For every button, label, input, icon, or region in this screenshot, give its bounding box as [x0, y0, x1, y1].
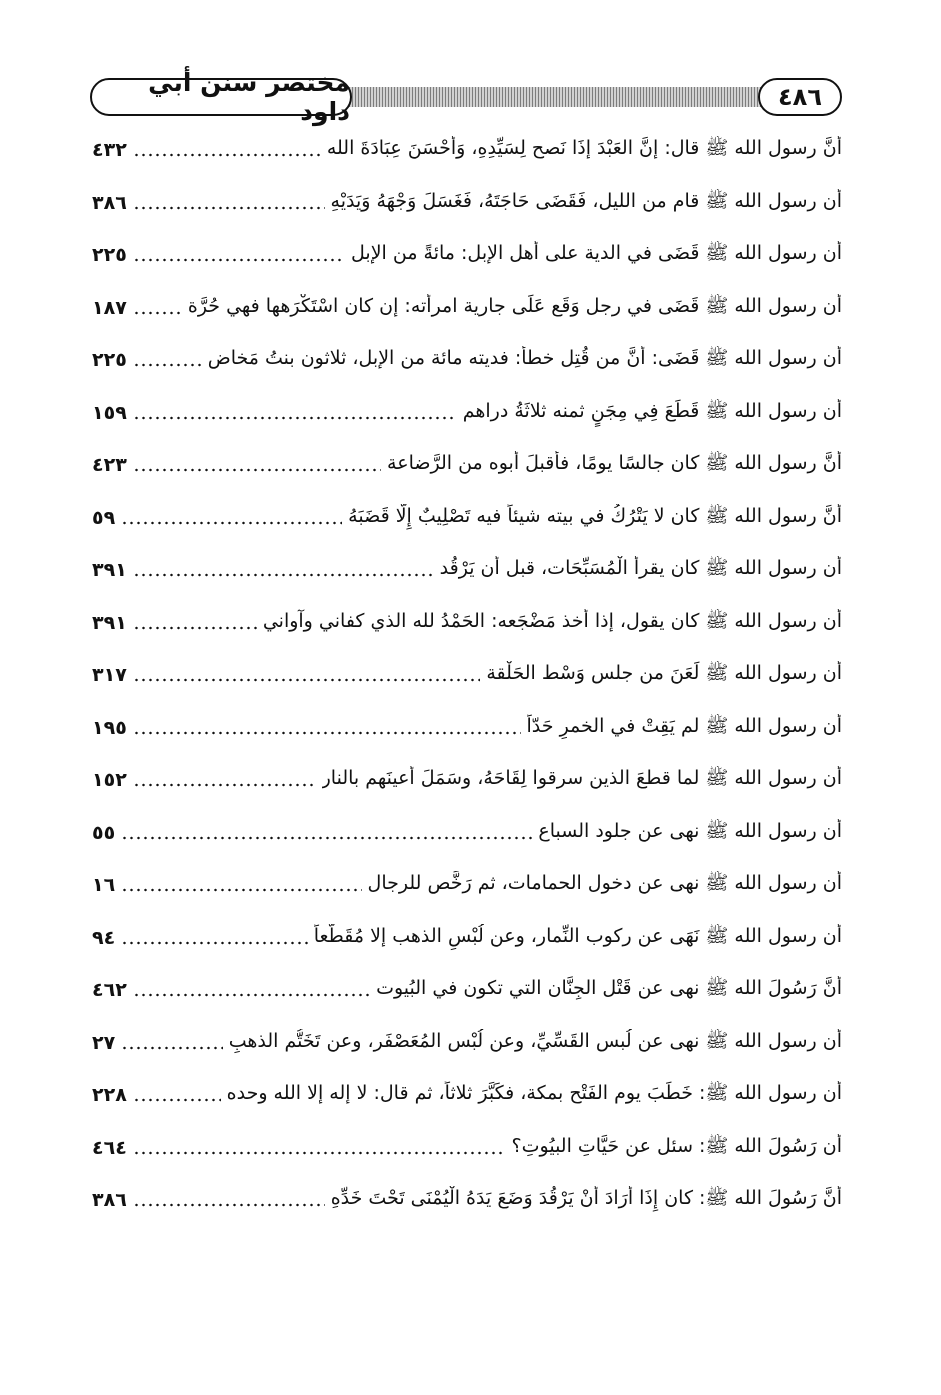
index-entry: [92, 124, 842, 177]
entry-page-number: ١٦: [92, 874, 116, 897]
entry-text: أَنَّ رَسُولَ الله ﷺ: كان إِذَا أَرَادَ أَنْ يَرْقُدَ وَضَعَ يَدَهُ الْيُمْنَى تَحْتَ خَدِّهِ: [330, 1187, 842, 1210]
entry-text: أن رسول الله ﷺ قَضَى في رجل وَقَع عَلَى جارية امرأته: إن كان اسْتَكْرَهها فهي حُرَّة: [187, 294, 842, 317]
index-entry: [92, 807, 842, 860]
index-entry: [92, 282, 842, 335]
dot-leader: [121, 520, 342, 526]
entry-page-number: ٢٧: [92, 1031, 116, 1054]
index-entry: [92, 334, 842, 387]
index-entry: [92, 597, 842, 650]
entry-page-number: ٢٢٥: [92, 244, 127, 267]
entry-page-number: ٤٣٢: [92, 139, 127, 162]
entry-text: أن رسول الله ﷺ لم يَقِتْ في الخمرِ حَدّاً: [526, 714, 842, 737]
dot-leader: [133, 992, 370, 998]
entry-page-number: ٣٨٦: [92, 1189, 127, 1212]
dot-leader: [133, 152, 321, 158]
entry-page-number: ٤٦٢: [92, 979, 127, 1002]
entry-text: أنَّ رسول الله ﷺ قال: إنَّ العَبْدَ إذَا نَصح لِسَيِّدِهِ، وَأَحْسَنَ عِبَادَةَ الله: [326, 137, 842, 160]
index-entry: [92, 439, 842, 492]
dot-leader: [133, 415, 457, 421]
entry-page-number: ٣٨٦: [92, 191, 127, 214]
dot-leader: [133, 1202, 325, 1208]
index-entry: [92, 964, 842, 1017]
dot-leader: [133, 362, 202, 368]
index-entry: [92, 1069, 842, 1122]
dot-leader: [133, 625, 257, 631]
entry-page-number: ١٥٢: [92, 769, 127, 792]
entry-text: أنَّ رَسُولَ الله ﷺ نهى عن قَتْل الجِنَّان التي تكون في البُيوت: [376, 977, 842, 1000]
entry-text: أنَّ رسول الله ﷺ كان جالسًا يومًا، فأقبلَ أبوه من الرَّضاعة: [387, 452, 842, 475]
entry-text: أن رسول الله ﷺ نهى عن دخول الحمامات، ثم رَخَّص للرجال: [367, 872, 842, 895]
entry-page-number: ٢٢٥: [92, 349, 127, 372]
entry-text: أن رسول الله ﷺ قام من الليل، فَقَضَى حَاجَتَهُ، فَغَسَلَ وَجْهَهُ وَيَدَيْهِ: [330, 189, 842, 212]
entry-page-number: ١٨٧: [92, 296, 127, 319]
entry-text: أن رسول الله ﷺ كان يقول، إذا أخذ مَضْجَعه: الحَمْدُ لله الذي كفاني وآواني: [262, 609, 842, 632]
entry-page-number: ٣٩١: [92, 611, 127, 634]
dot-leader: [133, 310, 182, 316]
index-entry: [92, 229, 842, 282]
dot-leader: [121, 835, 532, 841]
entry-text: أن رسول الله ﷺ نهى عن لُبس القَسِّيِّ، وعن لُبْس المُعَصْفَر، وعن تَخَتُّم الذهبِ: [228, 1029, 842, 1052]
entry-page-number: ٥٥: [92, 821, 116, 844]
hadith-index-list: [92, 124, 842, 1227]
index-entry: [92, 859, 842, 912]
entry-text: أن رسول الله ﷺ قَطَعَ فِي مِجَنٍ ثمنه ثلاثَةُ دراهم: [462, 399, 842, 422]
dot-leader: [133, 257, 345, 263]
entry-page-number: ١٥٩: [92, 401, 127, 424]
entry-text: أن رَسُولَ الله ﷺ: سئل عن حَيَّاتِ البيُوتِ؟: [511, 1134, 842, 1157]
index-entry: [92, 1174, 842, 1227]
entry-text: أن رسول الله ﷺ نَهَى عن ركوب النِّمار، وعن لُبْسِ الذهب إلا مُقَطَّعاً: [313, 924, 842, 947]
page-number: ٤٨٦: [758, 78, 842, 116]
dot-leader: [121, 1045, 223, 1051]
index-entry: [92, 702, 842, 755]
dot-leader: [133, 730, 521, 736]
dot-leader: [133, 205, 325, 211]
dot-leader: [133, 1150, 506, 1156]
index-entry: [92, 1017, 842, 1070]
dot-leader: [133, 677, 481, 683]
dot-leader: [133, 467, 381, 473]
index-entry: [92, 177, 842, 230]
entry-text: أن رسول الله ﷺ نهى عن جلود السباع: [538, 819, 842, 842]
entry-text: أن رسول الله ﷺ لَعَنَ من جلس وَسْط الحَلْقة: [486, 662, 842, 685]
page-header: [90, 68, 842, 126]
entry-text: أن رسول الله ﷺ لما قطعَ الذين سرقوا لِقَاحَهُ، وسَمَلَ أَعينَهم بالنار: [321, 767, 842, 790]
entry-text: أنَّ رسول الله ﷺ كان لا يَتْرُكُ في بيته شيئاً فيه تَصْلِيبٌ إِلَّا قَضَبَهُ: [348, 504, 842, 527]
entry-page-number: ٥٩: [92, 506, 116, 529]
index-entry: [92, 754, 842, 807]
index-entry: [92, 912, 842, 965]
entry-page-number: ٩٤: [92, 926, 116, 949]
entry-page-number: ١٩٥: [92, 716, 127, 739]
entry-text: أن رسول الله ﷺ كان يقرأ الْمُسَبِّحَات، قبل أن يَرْقُد: [439, 557, 842, 580]
index-entry: [92, 492, 842, 545]
entry-page-number: ٤٢٣: [92, 454, 127, 477]
dot-leader: [121, 940, 308, 946]
dot-leader: [133, 572, 434, 578]
entry-text: أن رسول الله ﷺ قَضَى: أَنَّ من قُتِل خطأً: فديته مائة من الإبل، ثلاثون بنتُ مَخاض: [207, 347, 842, 370]
dot-leader: [133, 782, 316, 788]
entry-page-number: ٤٦٤: [92, 1136, 127, 1159]
index-entry: [92, 1122, 842, 1175]
entry-page-number: ٣٩١: [92, 559, 127, 582]
index-entry: [92, 387, 842, 440]
entry-text: أن رسول الله ﷺ قَضَى في الدية على أهل الإبل: مائةً من الإبل: [351, 242, 842, 265]
entry-page-number: ٢٢٨: [92, 1084, 127, 1107]
book-title: مختصر سنن أبي داود: [90, 78, 352, 116]
dot-leader: [133, 1097, 221, 1103]
dot-leader: [121, 887, 361, 893]
entry-page-number: ٣١٧: [92, 664, 127, 687]
index-entry: [92, 649, 842, 702]
entry-text: أن رسول الله ﷺ: خَطَبَ يوم الفَتْح بمكة، فكَبَّرَ ثلاثاً، ثم قال: لا إله إلا الله وحده: [226, 1082, 842, 1105]
index-entry: [92, 544, 842, 597]
